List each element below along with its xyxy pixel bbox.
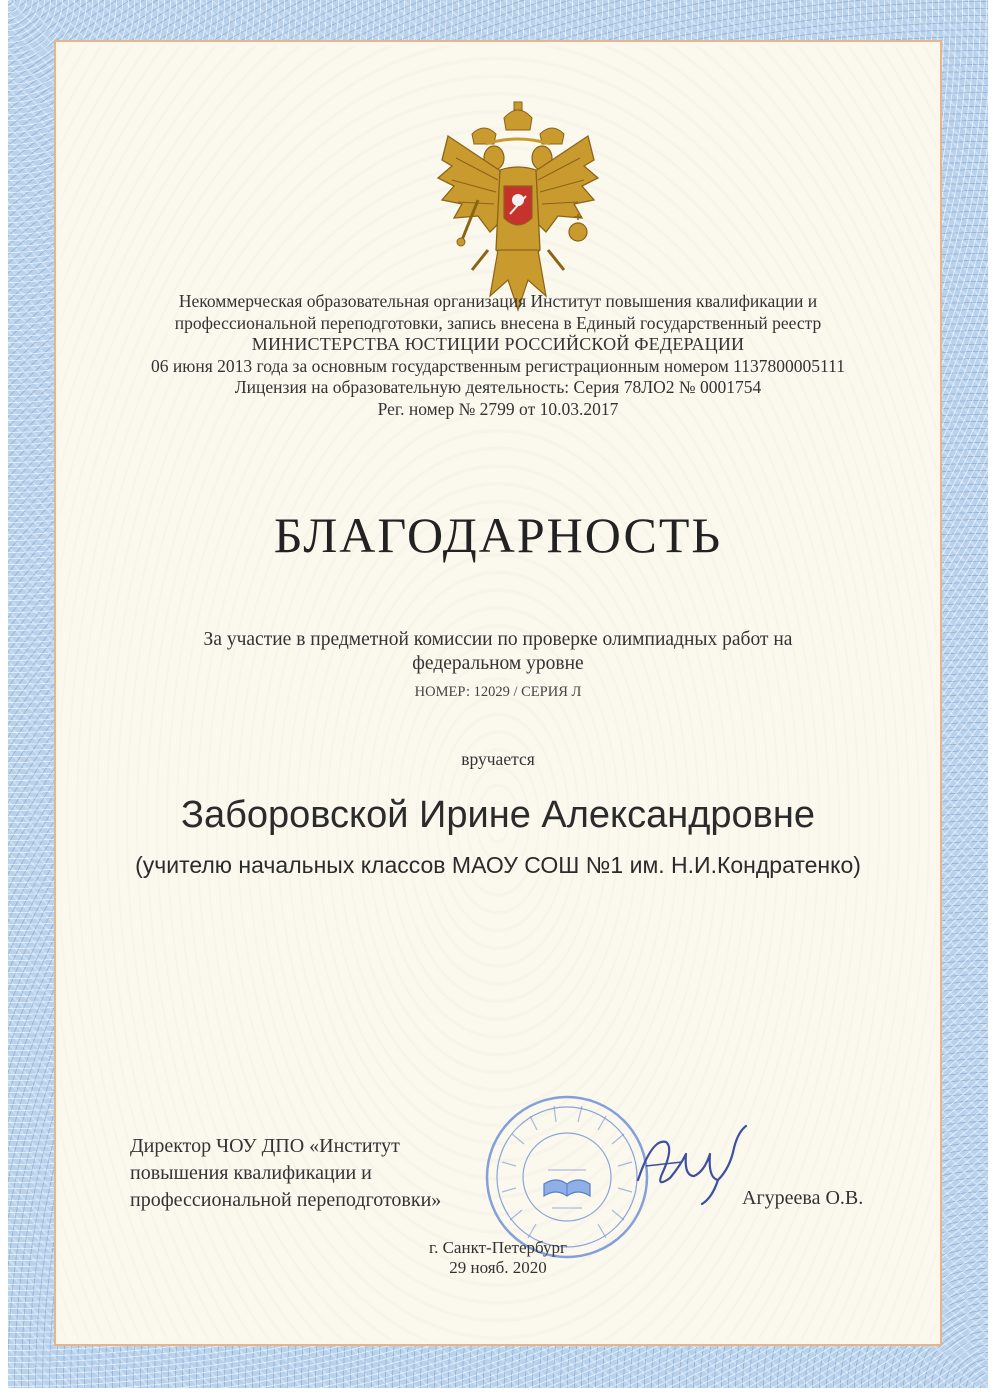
coat-of-arms-emblem [428, 100, 608, 322]
organization-details [60, 291, 936, 420]
award-reason [60, 628, 936, 676]
org-line: 06 июня 2013 года за основным государственным регистрационным номером 1137800005111 [151, 355, 845, 376]
certificate-border [8, 0, 988, 1388]
org-line: МИНИСТЕРСТВА ЮСТИЦИИ РОССИЙСКОЙ ФЕДЕРАЦИИ [251, 334, 745, 354]
issue-date: 29 нояб. 2020 [449, 1258, 547, 1277]
recipient-position: (учителю начальных классов МАОУ СОШ №1 им. Н.И.Кондратенко) [135, 852, 861, 878]
org-line: Некоммерческая образовательная организация Институт повышения квалификации и [178, 291, 818, 311]
director-line: повышения квалификации и [130, 1162, 372, 1184]
director-title [130, 1133, 441, 1214]
awarded-label: вручается [461, 749, 535, 769]
org-line: Лицензия на образовательную деятельность: Серия 78ЛО2 № 0001754 [234, 377, 762, 397]
director-line: профессиональной переподготовки» [130, 1189, 442, 1211]
recipient-name: Заборовской Ирине Александровне [181, 794, 815, 836]
reason-line: федеральном уровне [412, 653, 584, 674]
reason-line: За участие в предметной комиссии по проверке олимпиадных работ на [203, 629, 793, 650]
certificate-page [60, 46, 936, 1340]
certificate-title: БЛАГОДАРНОСТЬ [273, 507, 723, 563]
org-line: Рег. номер № 2799 от 10.03.2017 [377, 398, 619, 419]
certificate-number: НОМЕР: 12029 / СЕРИЯ Л [414, 684, 582, 700]
signatory-name: Агуреева О.В. [742, 1187, 864, 1209]
org-line: профессиональной переподготовки, запись внесена в Единый государственный реестр [174, 312, 822, 333]
city: г. Санкт-Петербург [429, 1238, 567, 1257]
director-line: Директор ЧОУ ДПО «Институт [130, 1135, 400, 1157]
place-and-date [60, 1238, 936, 1278]
